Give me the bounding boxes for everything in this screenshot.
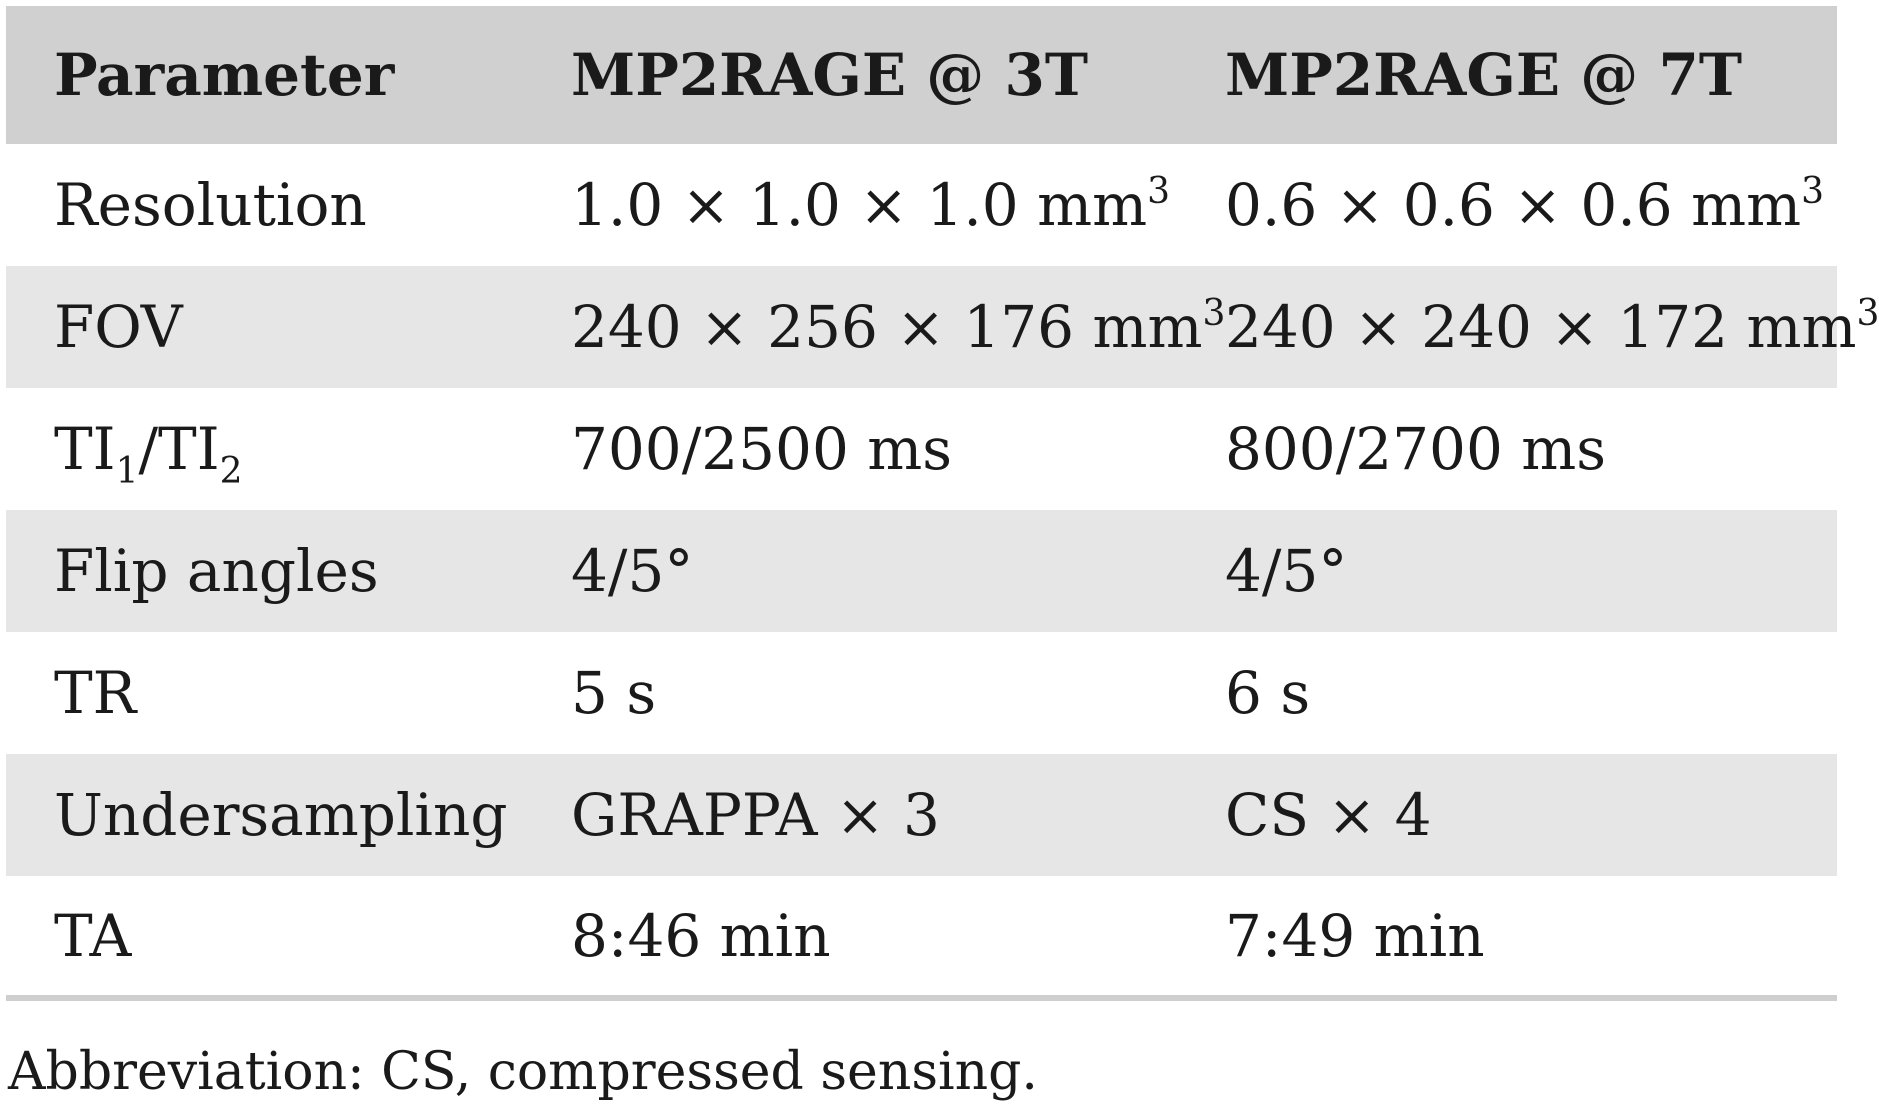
table-row-undersampling	[6, 754, 1837, 876]
cell-parameter-text-b: /TI	[138, 415, 220, 483]
cell-7t-superscript: 3	[1801, 171, 1824, 212]
cell-7t-text: 240 × 240 × 172 mm	[1225, 293, 1857, 361]
cell-7t-text: 0.6 × 0.6 × 0.6 mm	[1225, 171, 1802, 239]
table-row-flip-angles	[6, 510, 1837, 632]
cell-parameter-text: Undersampling	[54, 781, 508, 849]
table-row-tr	[6, 632, 1837, 754]
cell-parameter-text: FOV	[54, 293, 183, 361]
cell-parameter-subscript-a: 1	[115, 451, 139, 492]
cell-3t-value	[523, 266, 1226, 388]
cell-3t-text: 1.0 × 1.0 × 1.0 mm	[571, 171, 1148, 239]
table-row-resolution	[6, 144, 1837, 266]
cell-parameter	[6, 876, 523, 998]
table-footnote: Abbreviation: CS, compressed sensing.	[8, 1042, 1038, 1102]
cell-7t-value	[1177, 632, 1837, 754]
cell-3t-value	[523, 388, 1177, 510]
cell-7t-value	[1177, 510, 1837, 632]
cell-parameter	[6, 266, 523, 388]
cell-3t-text: 8:46 min	[571, 901, 831, 970]
cell-3t-superscript: 3	[1147, 171, 1170, 212]
cell-7t-value	[1177, 388, 1837, 510]
cell-parameter-text: Resolution	[54, 171, 367, 239]
table-header-row	[6, 6, 1837, 144]
cell-3t-value	[523, 510, 1177, 632]
cell-3t-value	[523, 632, 1177, 754]
cell-7t-value	[1177, 754, 1837, 876]
cell-7t-text: CS × 4	[1225, 781, 1432, 849]
cell-7t-text: 7:49 min	[1225, 901, 1485, 970]
cell-3t-superscript: 3	[1202, 293, 1226, 334]
cell-parameter	[6, 144, 523, 266]
cell-7t-text: 800/2700 ms	[1225, 415, 1607, 483]
cell-parameter	[6, 510, 523, 632]
cell-parameter-text: TR	[54, 659, 137, 727]
cell-3t-text: 5 s	[571, 659, 657, 727]
cell-parameter-text: TA	[54, 901, 132, 970]
header-mp2rage-7t: MP2RAGE @ 7T	[1225, 41, 1743, 109]
parameter-table	[6, 6, 1879, 1001]
cell-7t-superscript: 3	[1856, 293, 1879, 334]
cell-parameter-text-a: TI	[54, 415, 116, 483]
cell-3t-value	[523, 754, 1177, 876]
cell-parameter-text: Flip angles	[54, 537, 379, 605]
table-row-fov	[6, 266, 1837, 388]
table-row-ta	[6, 876, 1837, 998]
cell-7t-value	[1177, 144, 1837, 266]
cell-3t-text: 240 × 256 × 176 mm	[571, 293, 1203, 361]
header-parameter: Parameter	[54, 41, 395, 109]
cell-7t-value	[1177, 876, 1837, 998]
cell-7t-text: 6 s	[1225, 659, 1311, 727]
cell-3t-text: 4/5°	[571, 537, 694, 605]
header-mp2rage-3t: MP2RAGE @ 3T	[571, 41, 1089, 109]
cell-7t-text: 4/5°	[1225, 537, 1348, 605]
cell-parameter-subscript-b: 2	[219, 451, 243, 492]
cell-parameter	[6, 388, 523, 510]
cell-3t-value	[523, 876, 1177, 998]
cell-3t-text: 700/2500 ms	[571, 415, 953, 483]
parameter-table-container	[6, 6, 1879, 1001]
cell-parameter	[6, 632, 523, 754]
cell-3t-value	[523, 144, 1177, 266]
cell-7t-value	[1177, 266, 1879, 388]
cell-3t-text: GRAPPA × 3	[571, 781, 940, 849]
cell-parameter	[6, 754, 523, 876]
table-row-ti	[6, 388, 1837, 510]
